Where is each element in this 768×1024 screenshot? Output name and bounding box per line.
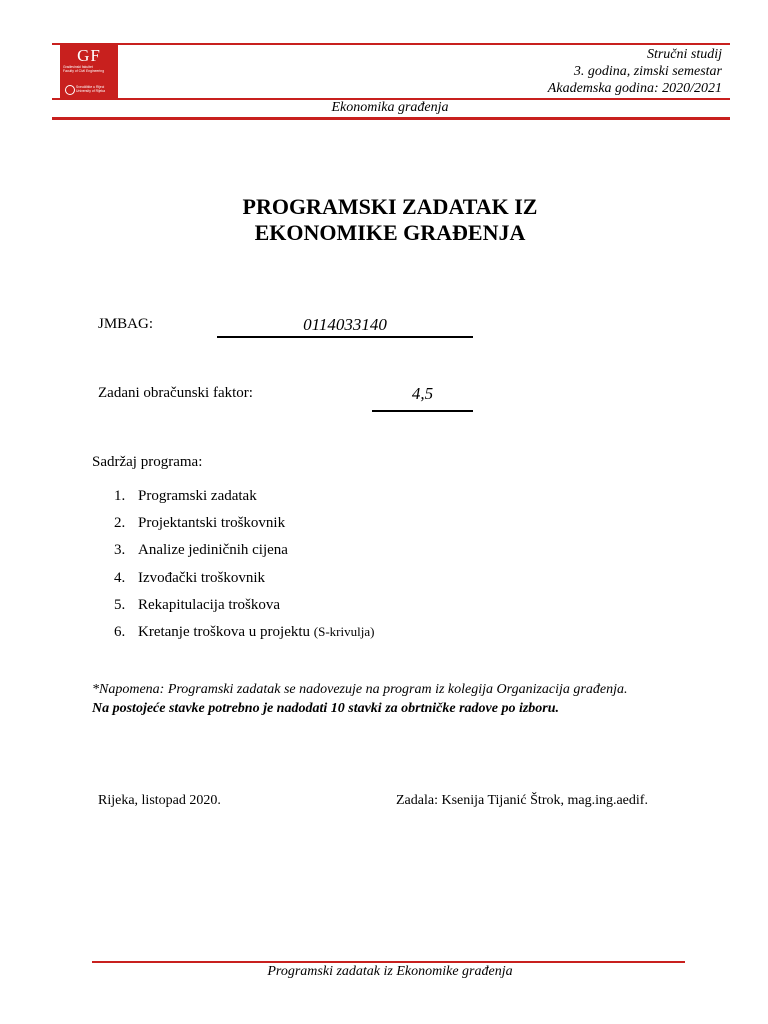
list-item xyxy=(114,570,265,587)
list-item xyxy=(114,624,374,641)
logo-faculty-line2: Faculty of Civil Engineering xyxy=(63,69,105,73)
document-title-line1: PROGRAMSKI ZADATAK IZ xyxy=(242,194,538,219)
list-item-text: Kretanje troškova u projektu xyxy=(138,624,311,640)
contents-heading: Sadržaj programa: xyxy=(92,454,203,470)
header-top-rule xyxy=(52,43,730,45)
note-line2: Na postojeće stavke potrebno je nadodati 10 stavki za obrtničke radove po izboru. xyxy=(92,701,560,716)
note-line1: *Napomena: Programski zadatak se nadovezuje na program iz kolegija Organizacija građenja. xyxy=(92,682,628,697)
factor-label: Zadani obračunski faktor: xyxy=(98,385,253,401)
list-item-text: Programski zadatak xyxy=(138,488,257,504)
list-item xyxy=(114,597,280,614)
jmbag-underline xyxy=(217,336,473,338)
footer-rule xyxy=(92,961,685,963)
list-item-number: 6. xyxy=(114,624,126,640)
factor-value: 4,5 xyxy=(411,384,434,403)
list-item-number: 3. xyxy=(114,542,126,558)
header-bottom-rule xyxy=(52,117,730,120)
list-item-number: 1. xyxy=(114,488,126,504)
place-date: Rijeka, listopad 2020. xyxy=(98,793,221,808)
list-item-text: Izvođački troškovnik xyxy=(138,570,266,586)
list-item-number: 5. xyxy=(114,597,126,613)
jmbag-value: 0114033140 xyxy=(303,315,387,334)
logo-faculty-line1: Građevinski fakultet xyxy=(63,65,93,69)
list-item-text: Projektantski troškovnik xyxy=(138,515,286,531)
header-year: 3. godina, zimski semestar xyxy=(573,64,722,79)
jmbag-label: JMBAG: xyxy=(98,316,154,332)
faculty-logo xyxy=(60,45,118,98)
logo-university-text xyxy=(76,85,116,93)
logo-university-line2: University of Rijeka xyxy=(76,89,106,93)
list-item-extra: (S-krivulja) xyxy=(313,624,375,639)
header-academic-year: Akademska godina: 2020/2021 xyxy=(547,81,722,96)
logo-initials: GF xyxy=(77,46,101,65)
list-item-number: 2. xyxy=(114,515,126,531)
logo-university-line1: Sveučilište u Rijeci xyxy=(76,85,105,89)
list-item xyxy=(114,488,257,505)
logo-faculty-text xyxy=(63,65,115,73)
author: Zadala: Ksenija Tijanić Štrok, mag.ing.aedif. xyxy=(396,793,648,808)
list-item-text: Analize jediničnih cijena xyxy=(138,542,288,558)
document-title-line2: EKONOMIKE GRAĐENJA xyxy=(254,220,526,245)
header-study: Stručni studij xyxy=(646,47,722,62)
list-item-text: Rekapitulacija troškova xyxy=(138,597,281,613)
university-seal-icon xyxy=(65,85,75,95)
list-item xyxy=(114,515,285,532)
factor-underline xyxy=(372,410,473,412)
footer-text: Programski zadatak iz Ekonomike građenja xyxy=(267,964,513,979)
list-item-number: 4. xyxy=(114,570,126,586)
list-item xyxy=(114,542,288,559)
header-subject: Ekonomika građenja xyxy=(331,100,449,115)
